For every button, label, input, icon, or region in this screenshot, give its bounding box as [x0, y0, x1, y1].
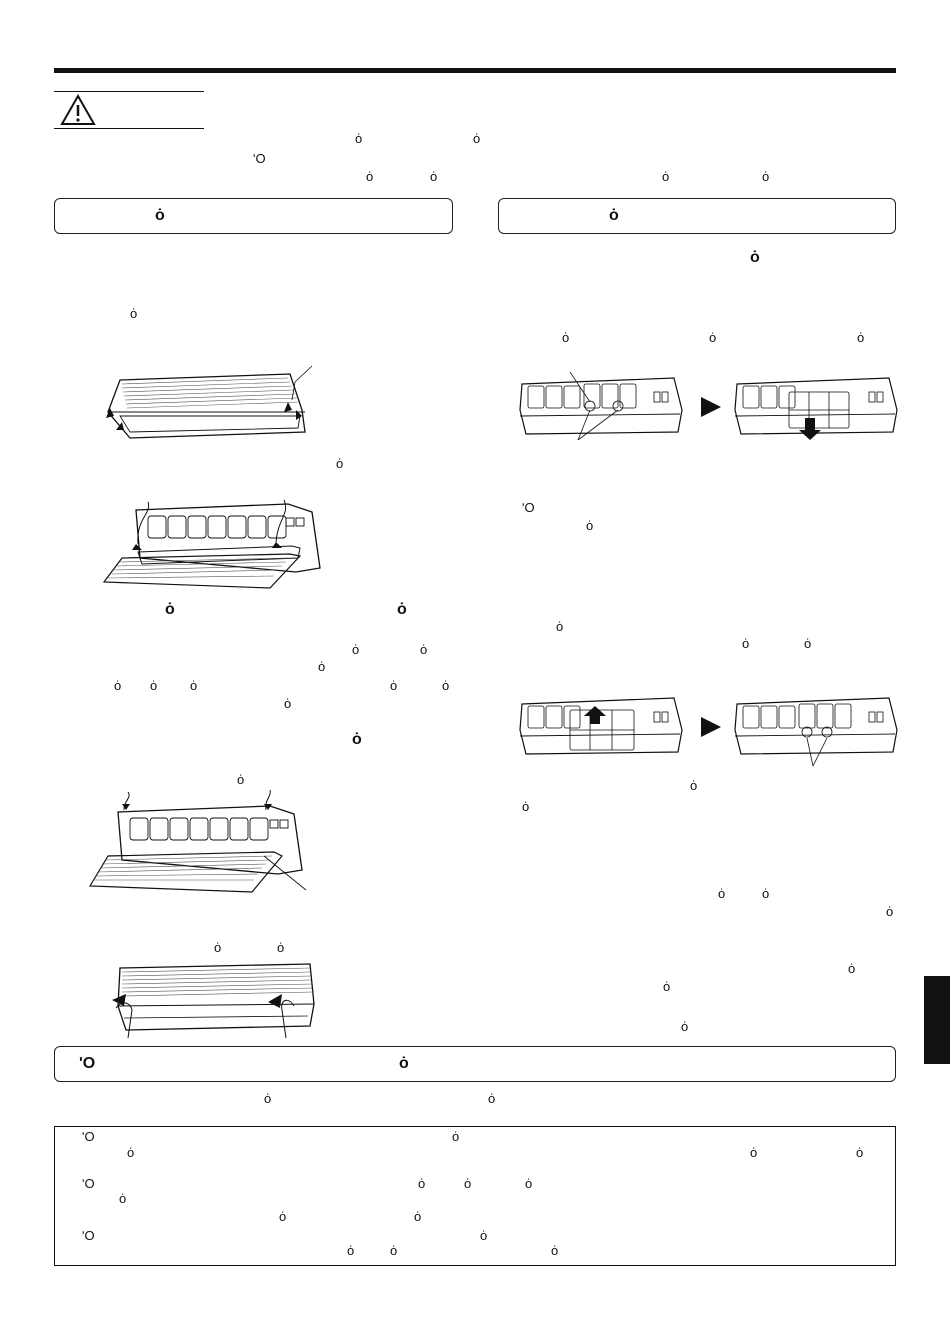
glyph: ȯ: [762, 169, 770, 184]
glyph: ȯ: [690, 778, 698, 793]
glyph: ȯ: [804, 636, 812, 651]
chapter-thumb-tab: [924, 976, 950, 1064]
glyph: ȯ: [886, 904, 894, 919]
glyph: ȯ: [662, 169, 670, 184]
figure-filter-remove-b: [733, 370, 898, 440]
top-rule: [54, 68, 896, 73]
glyph: ȯ: [857, 330, 865, 345]
glyph: ȯ: [390, 1243, 398, 1258]
glyph: ȯ: [352, 642, 360, 657]
glyph: ȯ: [480, 1228, 488, 1243]
glyph: ȯ: [214, 940, 222, 955]
glyph: ȯ: [420, 642, 428, 657]
glyph: ʹO: [522, 500, 535, 515]
glyph: ȯ: [390, 678, 398, 693]
glyph: ȯ: [551, 1243, 559, 1258]
step-heading-glyph: ȯ: [165, 601, 175, 618]
section-header-right: [498, 198, 896, 234]
glyph: ȯ: [488, 1091, 496, 1106]
glyph: ȯ: [556, 619, 564, 634]
warning-triangle-icon: [60, 94, 96, 126]
glyph: ȯ: [279, 1209, 287, 1224]
glyph: ȯ: [127, 1145, 135, 1160]
arrow-right-icon: [701, 717, 721, 737]
section-header-full: [54, 1046, 896, 1082]
glyph: ȯ: [709, 330, 717, 345]
glyph: ȯ: [264, 1091, 272, 1106]
glyph: ȯ: [718, 886, 726, 901]
glyph: ȯ: [452, 1129, 460, 1144]
figure-unit-closed: [100, 360, 320, 450]
glyph: ȯ: [522, 799, 530, 814]
figure-filter-insert-b: [733, 690, 898, 770]
glyph: ȯ: [464, 1176, 472, 1191]
glyph: ȯ: [473, 131, 481, 146]
section-title-glyph: ȯ: [399, 1055, 409, 1072]
glyph: ȯ: [663, 979, 671, 994]
glyph: ȯ: [750, 1145, 758, 1160]
figure-filter-insert-a: [518, 690, 683, 760]
glyph: ȯ: [681, 1019, 689, 1034]
glyph: ȯ: [430, 169, 438, 184]
glyph: ȯ: [562, 330, 570, 345]
section-header-left: [54, 198, 453, 234]
glyph: ȯ: [418, 1176, 426, 1191]
glyph: ȯ: [114, 678, 122, 693]
step-heading-glyph: ȯ: [750, 249, 760, 266]
glyph: ȯ: [414, 1209, 422, 1224]
figure-filter-remove-a: [518, 370, 683, 440]
glyph: ȯ: [277, 940, 285, 955]
note-bullet: ʹO: [82, 1129, 95, 1144]
section-title-glyph: ʹO: [79, 1055, 96, 1072]
glyph: ȯ: [442, 678, 450, 693]
glyph: ȯ: [742, 636, 750, 651]
glyph: ȯ: [347, 1243, 355, 1258]
section-title-glyph: ȯ: [155, 207, 165, 224]
glyph: ȯ: [190, 678, 198, 693]
glyph: ȯ: [355, 131, 363, 146]
note-bullet: ʹO: [82, 1228, 95, 1243]
glyph: ȯ: [848, 961, 856, 976]
glyph: ȯ: [525, 1176, 533, 1191]
section-title-glyph: ȯ: [609, 207, 619, 224]
glyph: ȯ: [366, 169, 374, 184]
step-heading-glyph: ȯ: [352, 731, 362, 748]
glyph: ȯ: [856, 1145, 864, 1160]
glyph: ȯ: [586, 518, 594, 533]
figure-panel-hinge: [88, 790, 318, 900]
glyph: ȯ: [284, 696, 292, 711]
step-heading-glyph: ȯ: [397, 601, 407, 618]
glyph: ȯ: [336, 456, 344, 471]
glyph: ȯ: [130, 306, 138, 321]
figure-panel-open: [100, 488, 330, 598]
glyph: ȯ: [762, 886, 770, 901]
glyph: ȯ: [237, 772, 245, 787]
glyph: ȯ: [318, 659, 326, 674]
glyph: ȯ: [150, 678, 158, 693]
caution-box: [54, 91, 204, 129]
notes-box: [54, 1126, 896, 1266]
figure-hands-close: [110, 960, 320, 1040]
glyph: ȯ: [119, 1191, 127, 1206]
glyph: ʹO: [253, 151, 266, 166]
arrow-right-icon: [701, 397, 721, 417]
note-bullet: ʹO: [82, 1176, 95, 1191]
